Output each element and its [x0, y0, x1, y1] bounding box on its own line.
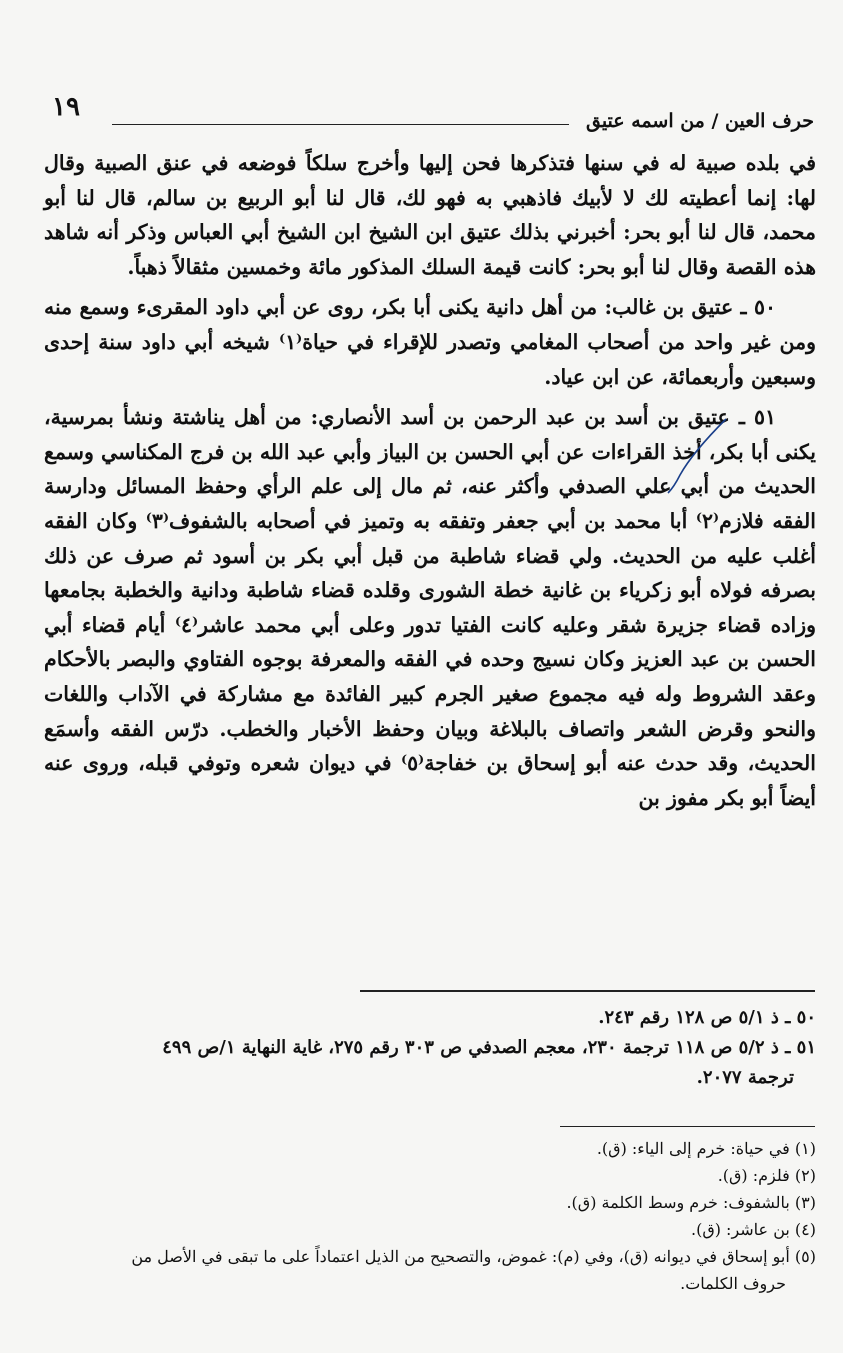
footnotes-block: [44, 1135, 816, 1297]
footnote: (٢) فلزم: (ق).: [717, 1166, 816, 1185]
page-header: [52, 92, 814, 142]
main-text: [44, 146, 816, 815]
page-number: ١٩: [52, 92, 80, 122]
footnote: (٤) بن عاشر: (ق).: [690, 1220, 816, 1239]
source-line: ٥١ ـ ذ ٥/٢ ص ١١٨ ترجمة ٢٣٠، معجم الصدفي ص ٣٠٣ رقم ٢٧٥، غاية النهاية ١/ص ٤٩٩: [162, 1037, 816, 1058]
entry-50: ٥٠ ـ عتيق بن غالب: من أهل دانية يكنى أبا بكر، روى عن أبي داود المقرىء وسمع منه ومن غير واحد من أصحاب المغامي وتصدر للإقراء في حياة⁽١⁾ شيخه أبي داود سنة إحدى وسبعين وأربعمائة، عن ابن عياد.: [44, 295, 817, 389]
sources-rule: [360, 990, 815, 992]
sources-block: [44, 1003, 816, 1093]
footnote: (٣) بالشفوف: خرم وسط الكلمة (ق).: [566, 1193, 816, 1212]
running-title: حرف العين / من اسمه عتيق: [585, 110, 814, 132]
entry-51: ٥١ ـ عتيق بن أسد بن عبد الرحمن بن أسد الأنصاري: من أهل يناشتة ونشأ بمرسية، يكنى أبا بكر، أخذ القراءات عن أبي الحسن بن البياز وأبي عبد الله بن فرج المكناسي وسمع الحديث من أبي علي الصدفي وأكثر عنه، ثم مال إلى علم الرأي وحفظ المسائل ودارسة الفقه فلازم⁽٢⁾ أبا محمد بن أبي جعفر وتفقه به وتميز في أصحابه بالشفوف⁽٣⁾ وكان الفقه أغلب عليه من الحديث. ولي قضاء شاطبة من قبل أبي بكر بن أسود ثم صرف عن ذلك بصرفه فولاه أبو زكرياء بن غانية خطة الشورى وقلده قضاء شاطبة ودانية والخطبة بجامعها وزاده قضاء جزيرة شقر وعليه كانت الفتيا تدور وعلى أبي محمد عاشر⁽٤⁾ أيام قضاء أبي الحسن بن عبد العزيز وكان نسيج وحده في الفقه والمعرفة بوجوه الفتاوي والبصر بالأحكام وعقد الشروط وله فيه مجموع صغير الجرم كبير الفائدة مع مشاركة في الآداب واللغات والنحو وقرض الشعر واتصاف بالبلاغة وبيان وحفظ الأخبار والخطب. درّس الفقه وأسمَع الحديث، وقد حدث عنه أبو إسحاق بن خفاجة⁽٥⁾ في ديوان شعره وتوفي قبله، وروى عنه أيضاً أبو بكر مفوز بن: [44, 405, 817, 810]
source-line: ترجمة ٢٠٧٧.: [696, 1067, 794, 1088]
footnote: (١) في حياة: خرم إلى الياء: (ق).: [596, 1139, 816, 1158]
source-line: ٥٠ ـ ذ ٥/١ ص ١٢٨ رقم ٢٤٣.: [598, 1007, 816, 1028]
footnote: حروف الكلمات.: [680, 1274, 786, 1293]
footnotes-rule: [560, 1126, 815, 1127]
footnote: (٥) أبو إسحاق في ديوانه (ق)، وفي (م): غموض، والتصحيح من الذيل اعتماداً على ما تبقى في الأصل من: [131, 1247, 816, 1266]
paragraph-continuation: في بلده صبية له في سنها فتذكرها فحن إليها وأخرج سلكاً فوضعه في عنق الصبية وقال لها: إنما أعطيته لك لا لأبيك فاذهبي به فهو لك، قال لنا أبو الربيع بن سالم، قال لنا أبو محمد، قال لنا أبو بحر: أخبرني بذلك عتيق ابن الشيخ ابن الشيخ أبي العباس وذكر أنه شاهد هذه القصة وقال لنا أبو بحر: كانت قيمة السلك المذكور مائة وخمسين مثقالاً ذهباً.: [44, 151, 816, 279]
header-rule: [112, 124, 569, 125]
